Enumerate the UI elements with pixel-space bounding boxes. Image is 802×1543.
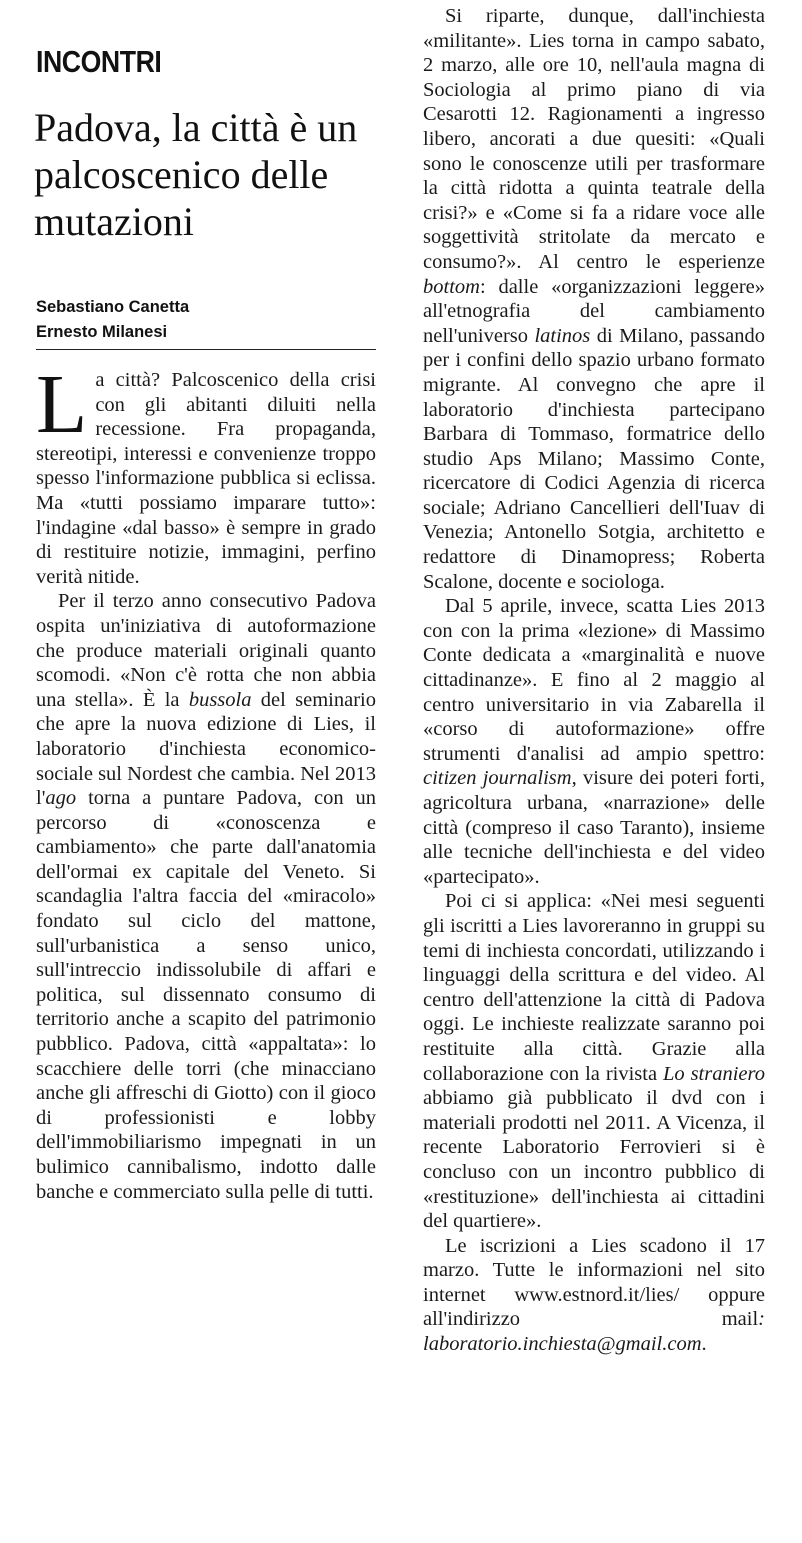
text-run: Poi ci si applica: «Nei mesi seguenti gli iscritti a Lies lavoreranno in gruppi su temi di inchiesta concordati, utilizzando i linguaggi della scrittura e del video. Al centro dell'attenzione la città di Padova oggi. Le inchieste realizzate saranno poi restituite alla città. Grazie alla collaborazione con la rivista [423,890,765,1085]
text-run: Si riparte, dunque, dall'inchiesta «militante». Lies torna in campo sabato, 2 marzo, alle ore 10, nell'aula magna di Sociologia al primo piano di via Cesarotti 12. Ragionamenti a ingresso libero, ancorati a due quesiti: «Quali sono le conoscenze utili per trasformare la città ridotta a quinta teatrale della crisi?» e «Come si fa a ridare voce alle soggettività stritolate da mercato e consumo?». Al centro le esperienze [423,5,765,273]
article-paragraph [423,4,765,594]
article-paragraph [36,358,376,589]
italic-run: citizen journalism [423,767,572,790]
article-paragraph [423,889,765,1233]
italic-run: ago [45,787,77,810]
article-column-right [423,4,765,1357]
article-paragraph [423,594,765,889]
text-run: Dal 5 aprile, invece, scatta Lies 2013 con con la prima «lezione» di Massimo Conte dedicata a «marginalità e nuove cittadinanze». E fino al 2 maggio al centro universitario in via Zabarella il «corso di autoformazione» offre strumenti d'analisi ad ampio spettro: [423,595,765,765]
byline [36,295,376,350]
paragraph-runs [36,590,376,1202]
paragraph-runs [423,1235,765,1355]
author-name: Ernesto Milanesi [36,323,168,341]
text-run: di Milano, passando per i confini dello spazio urbano formato migrante. Al convegno che apre il laboratorio d'inchiesta partecipano Barbara di Tommaso, formatrice dello studio Aps Milano; Massimo Conte, ricercatore di Codici Agenzia di ricerca sociale; Adriano Cancellieri dell'Iuav di Venezia; Antonello Sotgia, architetto e redattore di Dinamopress; Roberta Scalone, docente e sociologa. [423,324,765,593]
paragraph-runs [423,5,765,593]
article-paragraph [36,589,376,1204]
article-headline: Padova, la città è un palcoscenico delle mutazioni [34,105,358,244]
article-column-left [36,358,376,1204]
text-run: Per il terzo anno consecutivo Padova ospita un'iniziativa di autoformazione che produce materiali originali quanto scomodi. «Non c'è rotta che non abbia una stella». È la [36,590,376,711]
italic-run: latinos [534,324,591,347]
italic-run: : laboratorio.inchiesta@gmail.com [423,1308,765,1356]
italic-run: bottom [423,275,480,298]
section-kicker: INCONTRI [36,44,162,79]
text-run: del seminario che apre la nuova edizione di Lies, il laboratorio d'inchiesta economico-sociale sul Nordest che cambia. Nel 2013 l' [36,688,376,810]
text-run: . [701,1333,707,1356]
paragraph-runs [423,595,765,888]
drop-cap: L [36,358,88,451]
text-run: a città? Palcoscenico della crisi con gli abitanti diluiti nella recessione. Fra propaganda, stereotipi, interessi e convenienze troppo spesso l'informazione pubblica si eclissa. Ma «tutti possiamo imparare tutto»: l'indagine «dal basso» è sempre in grado di restituire notizie, immagini, perfino verità nitide. [36,369,376,588]
text-run: : dalle «organizzazioni leggere» all'etnografia del cambiamento nell'universo [423,275,765,347]
text-run: Le iscrizioni a Lies scadono il 17 marzo. Tutte le informazioni nel sito internet www.estnord.it/lies/ oppure all'indirizzo mail [423,1234,765,1331]
text-run: torna a puntare Padova, con un percorso di «conoscenza e cambiamento» che parte dall'anatomia dell'ormai ex capitale del Veneto. Si scandaglia l'altra faccia del «miracolo» fondato sul ciclo del mattone, sull'urbanistica a senso unico, sull'intreccio indissolubile di affari e politica, sul dissennato consumo di territorio anche a scapito del patrimonio pubblico. Padova, città «appaltata»: lo scacchiere delle torri (che minacciano anche gli affreschi di Giotto) con il gioco di professionisti e lobby dell'immobiliarismo impegnati in un bulimico cannibalismo, indotto dalle banche e commerciato sulla pelle di tutti. [36,787,376,1203]
italic-run: bussola [188,688,252,711]
text-run: , visure dei poteri forti, agricoltura urbana, «narrazione» delle città (compreso il caso Taranto), insieme alle tecniche dell'inchiesta e del video «partecipato». [423,767,765,888]
paragraph-runs [423,890,765,1232]
author-name: Sebastiano Canetta [36,298,190,316]
text-run: abbiamo già pubblicato il dvd con i materiali prodotti nel 2011. A Vicenza, il recente Laboratorio Ferrovieri si è concluso con un incontro pubblico di «restituzione» dell'inchiesta ai cittadini del quartiere». [423,1087,765,1233]
italic-run: Lo straniero [663,1062,765,1085]
article-paragraph [423,1234,765,1357]
